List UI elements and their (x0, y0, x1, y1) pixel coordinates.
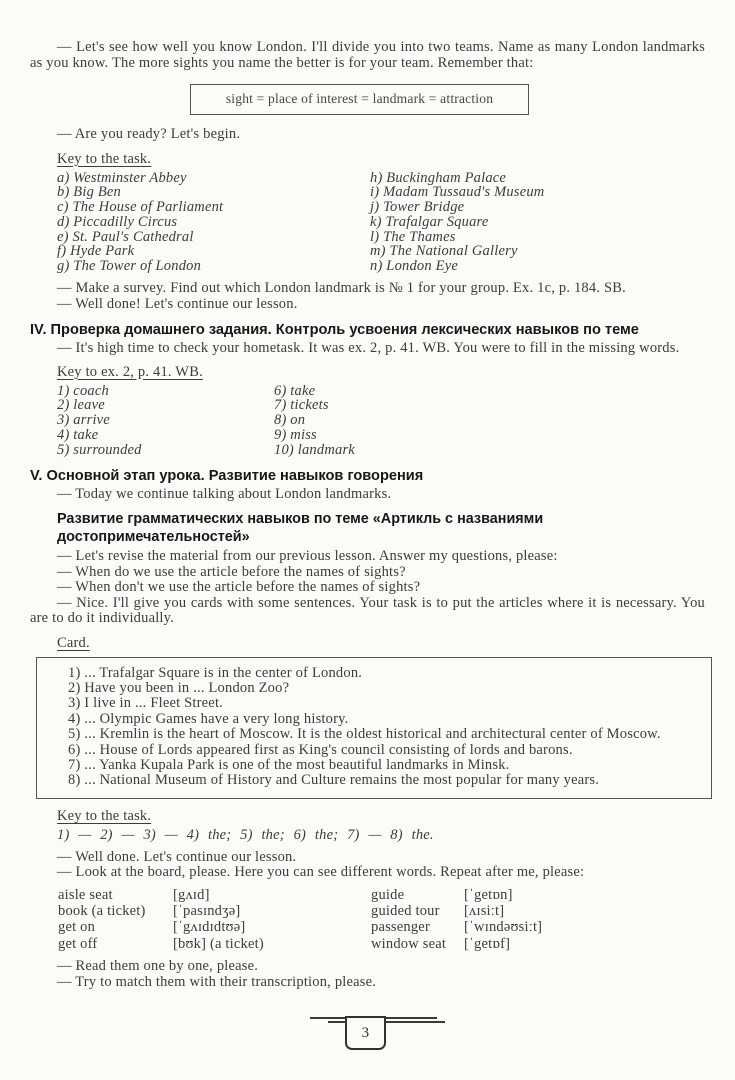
list-item: 5) surrounded (57, 441, 142, 458)
card-sentence: 3) I live in ... Fleet Street. (68, 695, 223, 712)
list-item: 1) coach (57, 382, 109, 399)
landmarks-key-left-column (57, 171, 370, 275)
vocab-word: passenger (371, 919, 430, 936)
vocab-word: guide (371, 886, 405, 903)
vocab-word: book (a ticket) (58, 903, 146, 920)
list-item: g) The Tower of London (57, 258, 202, 275)
card-heading: Card. (57, 634, 90, 651)
list-item: b) Big Ben (57, 184, 122, 201)
landmarks-key-right-column (370, 171, 544, 275)
hometask-paragraph: — It's high time to check your hometask. It was ex. 2, p. 41. WB. You were to fill in the missing words. (57, 340, 680, 357)
vocab-word: guided tour (371, 903, 440, 920)
page-number-box (345, 1016, 386, 1050)
intro-paragraph: — Let's see how well you know London. I'll divide you into two teams. Name as many London landmarks as you know. The more sights you name the better is for your team. Remember that: (30, 39, 705, 71)
card-sentence: 8) ... National Museum of History and Culture remains the most popular for many years. (68, 772, 600, 789)
card-sentence: 4) ... Olympic Games have a very long history. (68, 710, 349, 727)
survey-line: — Make a survey. Find out which London landmark is № 1 for your group. Ex. 1c, p. 184. SB. (57, 280, 626, 297)
card-sentence: 5) ... Kremlin is the heart of Moscow. It is the oldest historical and architectural center of Moscow. (68, 726, 661, 743)
card-sentence: 7) ... Yanka Kupala Park is one of the most beautiful landmarks in Minsk. (68, 757, 510, 773)
card-sentence: 2) Have you been in ... London Zoo? (68, 679, 290, 696)
vocab-transcription: [ˈgʌɪdɪdtʊə] (173, 919, 246, 936)
vocab-word: window seat (371, 935, 447, 952)
list-item: c) The House of Parliament (57, 199, 224, 216)
list-item: 4) take (57, 426, 99, 443)
vocab-transcription: [ˈgetɒn] (464, 886, 513, 903)
card-sentences-box (36, 657, 712, 799)
vocab-transcription: [bʊk] (a ticket) (173, 935, 264, 952)
list-item: e) St. Paul's Cathedral (57, 228, 194, 245)
exercise-key-right-column (274, 384, 355, 458)
card-sentence: 6) ... House of Lords appeared first as King's council consisting of lords and barons. (68, 741, 573, 758)
list-item: 9) miss (274, 426, 317, 443)
key-to-exercise-heading: Key to ex. 2, p. 41. WB. (57, 363, 203, 380)
question-line-2: — When don't we use the article before the names of sights? (57, 579, 421, 596)
exercise-key-list (57, 384, 705, 458)
page-footer-ornament (0, 1010, 735, 1060)
grammar-subheading: Развитие грамматических навыков по теме «Артикль с названиями достопримечательностей» (57, 511, 544, 546)
question-line-1: — When do we use the article before the names of sights? (57, 563, 406, 580)
list-item: f) Hyde Park (57, 243, 135, 260)
list-item: h) Buckingham Palace (370, 169, 507, 186)
today-line: — Today we continue talking about London landmarks. (57, 485, 392, 502)
well-done-line-1: — Well done! Let's continue our lesson. (57, 295, 298, 312)
vocab-transcription: [ˈgetɒf] (464, 935, 511, 952)
list-item: i) Madam Tussaud's Museum (370, 184, 545, 201)
page-number: 3 (361, 1024, 370, 1041)
well-done-line-2: — Well done. Let's continue our lesson. (57, 848, 297, 865)
ready-line: — Are you ready? Let's begin. (57, 126, 241, 142)
board-line: — Look at the board, please. Here you can see different words. Repeat after me, please: (57, 864, 585, 881)
list-item: 3) arrive (57, 412, 110, 429)
section-5-heading: V. Основной этап урока. Развитие навыков говорения (30, 467, 424, 484)
list-item: 10) landmark (274, 441, 355, 458)
vocab-transcription: [ˈwɪndəʊsiːt] (464, 919, 543, 936)
vocab-transcription: [gʌɪd] (173, 886, 210, 903)
list-item: m) The National Gallery (370, 243, 518, 260)
list-item: l) The Thames (370, 228, 456, 245)
vocabulary-matching-table (58, 887, 705, 952)
definition-text: sight = place of interest = landmark = attraction (225, 91, 494, 106)
list-item: 7) tickets (274, 397, 329, 414)
list-item: d) Piccadilly Circus (57, 213, 178, 230)
list-item: k) Trafalgar Square (370, 213, 489, 230)
definition-box (190, 84, 529, 115)
landmarks-key-list (57, 171, 705, 275)
section-4-heading: IV. Проверка домашнего задания. Контроль усвоения лексических навыков по теме (30, 322, 639, 339)
list-item: 8) on (274, 412, 306, 429)
cards-instruction-paragraph: — Nice. I'll give you cards with some sentences. Your task is to put the articles where it is necessary. You are to do it individually. (30, 594, 705, 627)
answers-line: 1) — 2) — 3) — 4) the; 5) the; 6) the; 7) — 8) the. (57, 826, 434, 843)
list-item: a) Westminster Abbey (57, 169, 187, 186)
read-line: — Read them one by one, please. (57, 958, 259, 974)
match-line: — Try to match them with their transcription, please. (57, 973, 377, 990)
vocab-word: get off (58, 935, 98, 952)
list-item: 6) take (274, 382, 316, 399)
revise-line: — Let's revise the material from our previous lesson. Answer my questions, please: (57, 548, 558, 565)
list-item: n) London Eye (370, 258, 458, 275)
key-to-task-heading-1: Key to the task. (57, 150, 152, 167)
list-item: 2) leave (57, 397, 105, 414)
list-item: j) Tower Bridge (370, 199, 465, 216)
vocab-word: aisle seat (58, 886, 113, 903)
exercise-key-left-column (57, 384, 274, 458)
key-to-task-heading-2: Key to the task. (57, 807, 152, 824)
vocab-transcription: [ˈpasɪndʒə] (173, 903, 241, 920)
card-sentence: 1) ... Trafalgar Square is in the center of London. (68, 664, 363, 681)
vocab-word: get on (58, 919, 96, 936)
vocab-transcription: [ʌɪsiːt] (464, 903, 505, 920)
